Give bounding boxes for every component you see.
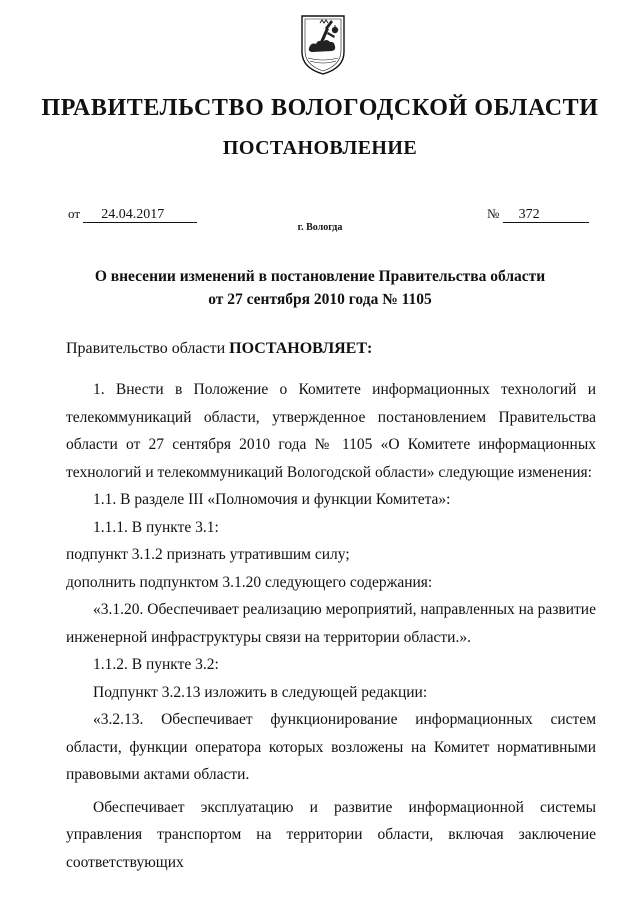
city-label: г. Вологда [297,222,343,233]
number-prefix: № [487,206,500,221]
date-field [68,206,197,223]
subject-line-2: от 27 сентября 2010 года № 1105 [208,291,432,308]
document-body [66,376,596,876]
document-subject [0,265,640,311]
number-field [487,206,589,223]
number-value: 372 [503,208,589,223]
government-title: ПРАВИТЕЛЬСТВО ВОЛОГОДСКОЙ ОБЛАСТИ [41,95,599,121]
decree-prefix: Правительство области [66,340,230,357]
paragraph-1-1-2: 1.1.2. В пункте 3.2: [93,656,219,673]
paragraph-3-1-20-text: «3.1.20. Обеспечивает реализацию мероприятий, направленных на развитие инженерной инфраструктуры связи на территории области.». [66,601,596,646]
paragraph-3-2-13-text: «3.2.13. Обеспечивает функционирование информационных систем области, функции оператора которых возложены на Комитет нормативными правовыми актами области. [66,711,596,783]
paragraph-3-2-13: Подпункт 3.2.13 изложить в следующей редакции: [93,683,428,701]
paragraph-add-3-1-20: дополнить подпунктом 3.1.20 следующего содержания: [66,573,433,591]
date-value: 24.04.2017 [83,208,197,223]
paragraph-transport-system: Обеспечивает эксплуатацию и развитие информационной системы управления транспортом на территории области, включая заключение соответствующих [66,798,596,871]
decree-statement [66,340,372,358]
decree-keyword: ПОСТАНОВЛЯЕТ: [229,340,373,357]
paragraph-1-1-1: 1.1.1. В пункте 3.1: [93,518,219,536]
paragraph-1-1: 1.1. В разделе III «Полномочия и функции Комитета»: [93,491,451,508]
document-type: ПОСТАНОВЛЕНИЕ [222,137,418,159]
subject-line-1: О внесении изменений в постановление Правительства области [94,268,546,285]
paragraph-subpoint-3-1-2: подпункт 3.1.2 признать утратившим силу; [66,546,350,563]
date-prefix: от [68,206,81,221]
coat-of-arms-icon [299,14,347,76]
paragraph-1: 1. Внести в Положение о Комитете информационных технологий и телекоммуникаций области, утвержденное постановлением Правительства области от 27 сентября 2010 года № 1105 «О Комитете информационных технологий и телекоммуникаций Вологодской области» следующие изменения: [66,381,596,481]
